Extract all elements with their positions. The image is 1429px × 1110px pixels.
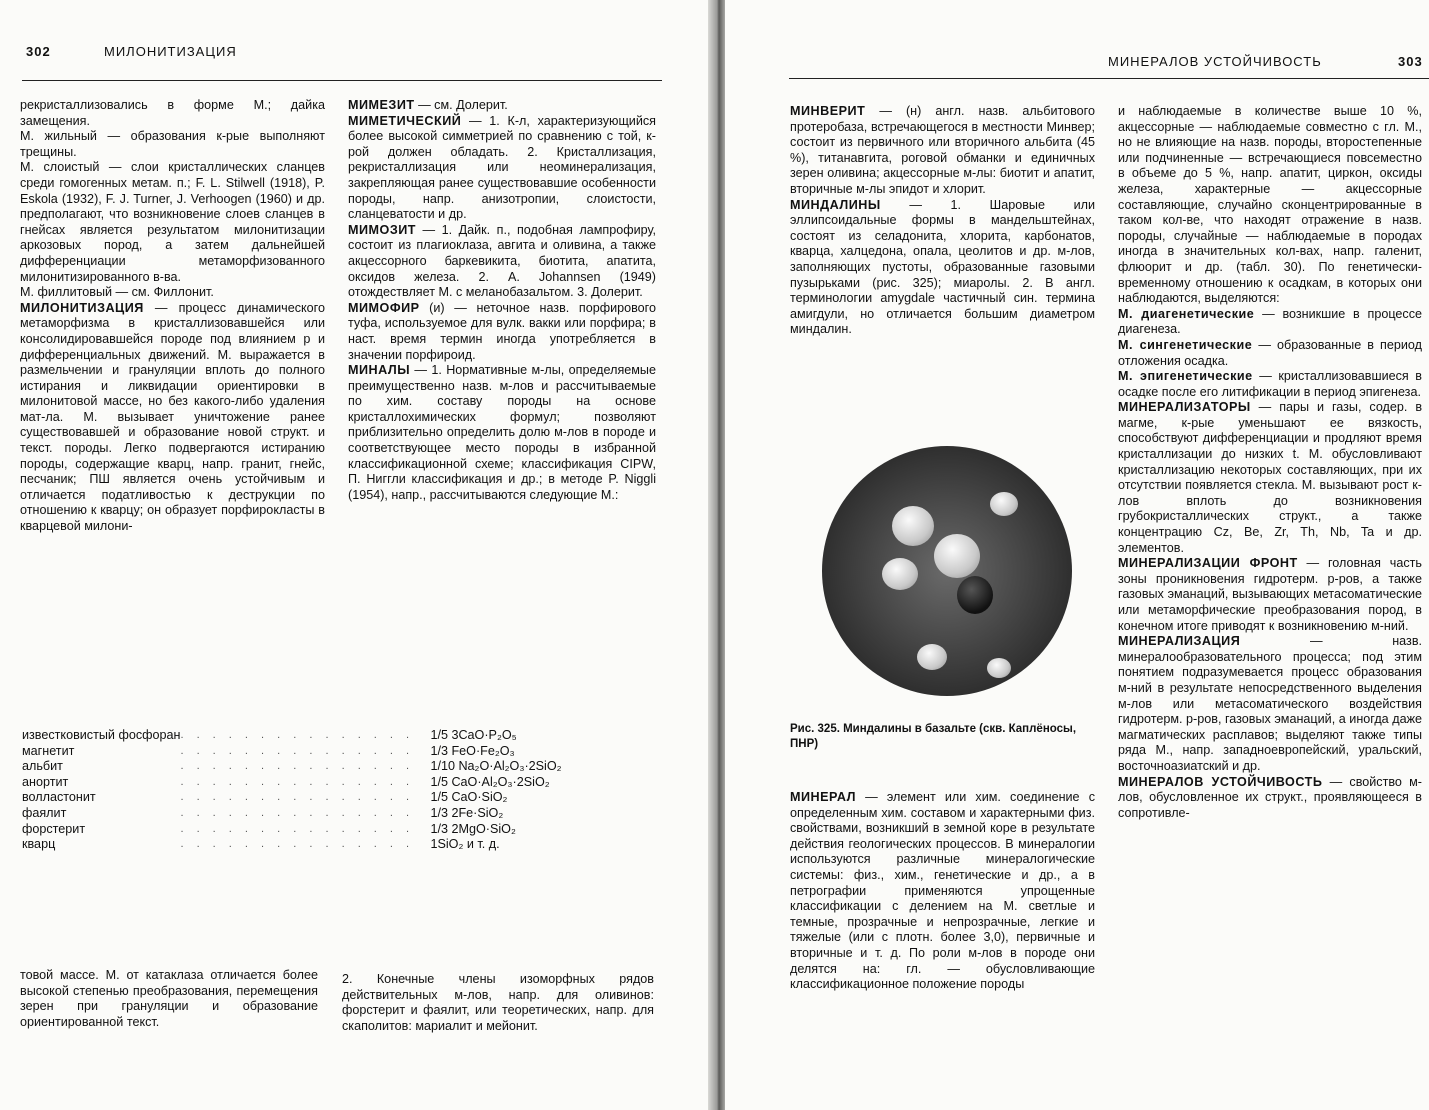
page-number-right: 303 <box>1398 54 1423 69</box>
entry-text: — 1. Нормативные м-лы, определяемые преимущественно назв. м-лов и рассчитываемые по хим. составу породы на основе кристаллохимических формул; позволяют приблизительно определить долю м-лов в породе и соответствующее место породы в избранной классификационной схеме; классификация CIPW, П. Ниггли классификация и др.; в методе P. Niggli (1954), напр., рассчитываются следующие М.: <box>348 363 656 502</box>
right-col1-bottom <box>790 790 1095 993</box>
left-col2 <box>348 98 656 503</box>
entry-term: МИМОЗИТ <box>348 222 416 237</box>
entry-term: МИНЕРАЛ <box>790 790 856 804</box>
minal-name: фаялит <box>22 805 67 820</box>
amygdale <box>934 534 980 578</box>
minal-formula: 1/3 2Fe·SiO₂ <box>430 805 504 820</box>
header-rule-right <box>789 78 1429 79</box>
table-row <box>22 775 562 791</box>
sub-entry <box>1118 369 1422 400</box>
entry-text: — процесс динамического метаморфизма в кристаллизовавшейся или консолидировавшейся породе под влиянием p и дифференциальных движений. М. выражается в размельчении и грануляции вплоть до полного истирания и ликвидации ориентировки в милонитовой массе, но без какого-либо удаления мат-ла. М. вызывает уничтожение ранее существовавшей и образование новой структ. и текст. породы. Легко подвергаются истиранию породы, содержащие кварц, напр. гранит, гнейс, песчаник; ПШ является очень устойчивым и отличается податливостью к деструкции по отношению к кварцу; он образует порфирокласты в кварцевой милони- <box>20 300 325 534</box>
entry-term: М. диагенетические <box>1118 306 1255 321</box>
amygdale <box>957 576 993 614</box>
table-row <box>22 822 562 838</box>
minal-name: анортит <box>22 774 69 789</box>
minal-formula: 1/5 CaO·SiO₂ <box>430 790 508 805</box>
entry <box>348 98 656 114</box>
minal-formula: 1/3 2MgO·SiO₂ <box>430 821 516 836</box>
entry-text: — 1. Шаровые или эллипсоидальные формы в мандельштейнах, состоят из селадонита, хлорита, карбонатов, кварца, халцедона, опала, цеолитов и др. м-лов, заполняющих пустоты, образованные газовыми пузырьками (рис. 325); миаролы. 2. В англ. терминологии amygdale частичный син. термина амигдули, но отличается большим диаметром миндалин. <box>790 197 1096 337</box>
table-row <box>22 728 562 744</box>
entry-mineral <box>790 790 1095 993</box>
entry-text: — назв. минералообразовательного процесса; под этим понятием подразумевается процесс образования м-ний в результате непосредственного выделения м-лов или метасоматического воздействия гидротерм. р-ров, газовых эманаций, а иногда даже магматических расплавов; выделяют также типы ряда М., напр. западноевропейский, уральский, восточноазиатский и др. <box>1118 634 1423 773</box>
entry-text: — см. Долерит. <box>418 98 508 112</box>
entry-term: МИНЕРАЛИЗАЦИИ ФРОНТ <box>1118 556 1298 571</box>
running-head-right: МИНЕРАЛОВ УСТОЙЧИВОСТЬ <box>1108 54 1322 69</box>
leader-dots: . . . . . . . . . . . . . . . <box>180 775 415 788</box>
entry-text: — кристаллизовавшиеся в осадке после его литификации в период эпигенеза. <box>1118 369 1422 399</box>
entry-text: — возникшие в процессе диагенеза. <box>1118 306 1423 337</box>
table-row <box>22 837 562 853</box>
sub-entry <box>1118 338 1422 369</box>
entry-text: (и) — неточное назв. порфирового туфа, используемое для вулк. вакки или порфира; в наст. время термин иногда употребляется в значении порфироид. <box>348 300 657 362</box>
leader-dots: . . . . . . . . . . . . . . . <box>180 806 415 819</box>
minal-formula: 1/5 CaO·Al₂O₃·2SiO₂ <box>430 774 550 789</box>
leader-dots: . . . . . . . . . . . . . . . <box>180 760 415 773</box>
entry <box>348 301 656 363</box>
paragraph: М. жильный — образования к-рые выполняют трещины. <box>20 129 325 159</box>
entry-term: МИНЕРАЛИЗАТОРЫ <box>1118 400 1251 415</box>
entry-text: — свойство м-лов, обусловленное их структ., проявляющееся в сопротивле- <box>1118 774 1423 820</box>
leader-dots: . . . . . . . . . . . . . . . <box>180 838 415 851</box>
paragraph: товой массе. М. от катаклаза отличается более высокой степенью преобразования, перемещения зерен при грануляции и образование ориентированной текст. <box>20 968 318 1029</box>
entry-text: — 1. К-л, характеризующийся более высокой симметрией по сравнению с той, к-рой должен обладать. 2. Кристаллизация, рекристаллизация или неоминерализация, закрепляющая ранее существовавшие особенности породы, напр. анизотропии, слоистости, сланцеватости и др. <box>348 113 656 222</box>
entry <box>348 114 656 223</box>
minal-name: кварц <box>22 837 56 852</box>
amygdale <box>987 658 1011 678</box>
entry-text: — 1. Дайк. п., подобная лампрофиру, состоит из плагиоклаза, авгита и оливина, а также акцессорного баркевикита, биотита, апатита, оксидов железа. 2. A. Johannsen (1949) отождествляет М. с меланобазальтом. 3. Долерит. <box>348 222 657 300</box>
amygdale <box>990 492 1018 516</box>
left-bottom-col2 <box>342 972 654 1034</box>
minal-formula: 1/10 Na₂O·Al₂O₃·2SiO₂ <box>430 759 562 774</box>
amygdale <box>917 644 947 670</box>
leader-dots: . . . . . . . . . . . . . . . <box>180 729 415 741</box>
entry-text: — головная часть зоны проникновения гидротерм. р-ров, а также газовых эманаций, вызывающих метасоматические или метаморфические преобразования пород, в конечном итоге приводят к возникновению м-ний. <box>1118 556 1422 633</box>
entry <box>790 104 1095 198</box>
amygdale <box>892 506 934 546</box>
entry-text: — элемент или хим. соединение с определенным хим. составом и характерными физ. свойствами, возникший в земной коре в результате действия геологических процессов. В минералогии используются различные минералогические системы: физ., хим., генетические и др., а в петрографии применяются упрощенные классификации с делением на М. светлые и темные, прозрачные и непрозрачные, легкие и тяжелые (или с плотн. более 3,0), первичные и вторичные и т. д. По роли м-лов в породе они делятся на: гл. — обусловливающие классификационное положение породы <box>790 790 1096 992</box>
amygdale <box>882 558 918 590</box>
minal-name: альбит <box>22 759 63 774</box>
leader-dots: . . . . . . . . . . . . . . . <box>180 822 415 835</box>
entry <box>1118 775 1422 822</box>
leader-dots: . . . . . . . . . . . . . . . <box>180 744 415 757</box>
minal-name: форстерит <box>22 821 86 836</box>
minal-table <box>22 728 562 853</box>
entry-text: — пары и газы, содер. в магме, к-рые уменьшают ее вязкость, способствуют дифференциации и продляют время кристаллизации до низких t. М. обусловливают кристаллизацию некоторых составляющих, при их отсутствии появляется стекла. М. вызывают рост к-лов вплоть до возникновения грубокристаллических структ., а также концентрацию Cz, Be, Zr, Th, Nb, Ta и др. элементов. <box>1118 400 1423 555</box>
table-row <box>22 744 562 760</box>
amygdale-photo <box>822 446 1072 696</box>
entry-term: МИМЕТИЧЕСКИЙ <box>348 113 462 128</box>
entry-text: — образованные в период отложения осадка. <box>1118 337 1422 368</box>
minal-formula: 1/3 FeO·Fe₂O₃ <box>430 743 515 758</box>
table-row <box>22 759 562 775</box>
right-col1-top <box>790 104 1095 338</box>
sub-entry <box>1118 307 1422 338</box>
entry <box>790 198 1095 338</box>
paragraph: М. слоистый — слои кристаллических сланцев среди гомогенных метам. п.; F. L. Stilwell (1918), P. Eskola (1932), F. J. Turner, J. Verhoogen (1960) и др. предполагают, что возникновение слоев сланцев в гнейсах является результатом милонитизации аркозовых пород, а затем дальнейшей дифференциации метаморфизованного милонитизированного в-ва. <box>20 160 325 284</box>
entry <box>348 363 656 503</box>
header-rule-left <box>22 80 662 81</box>
left-page <box>0 0 710 1110</box>
entry-term: МИМЕЗИТ <box>348 98 415 112</box>
entry-text: — (н) англ. назв. альбитового протеробаза, встречающегося в местности Минвер; состоит из первичного или вторичного альбита (45 %), титанавгита, роговой обманки и единичных зерен оливина; акцессорные м-лы: биотит и апатит, вторичные м-лы эпидот и хлорит. <box>790 104 1095 196</box>
entry-term: М. эпигенетические <box>1118 369 1253 384</box>
paragraph: и наблюдаемые в количестве выше 10 %, акцессорные — наблюдаемые совместно с гл. М., но не влияющие на назв. породы, второстепенные или подчиненные — встречающиеся повсеместно в объеме до 5 %, напр. апатит, циркон, оксиды железа, характерные — акцессорные составляющие, случайно сконцентрированные в таком кол-ве, что находят отражение в назв. породы, случайные — наблюдаемые в породах иногда в значительных кол-вах, напр. галенит, флюорит и др. (табл. 30). По генетически-временному отношению к осадкам, в которых они наблюдаются, выделяются: <box>1118 104 1422 306</box>
entry-term: МИНАЛЫ <box>348 363 411 378</box>
table-row <box>22 806 562 822</box>
running-head-left: МИЛОНИТИЗАЦИЯ <box>104 44 237 59</box>
entry <box>1118 634 1422 774</box>
entry-term: МИЛОНИТИЗАЦИЯ <box>20 300 144 315</box>
minal-formula: 1/5 3CaO·P₂O₅ <box>430 728 517 742</box>
entry-term: М. сингенетические <box>1118 337 1253 352</box>
page-number-left: 302 <box>26 44 51 59</box>
entry-term: МИНДАЛИНЫ <box>790 197 881 212</box>
entry <box>1118 400 1422 556</box>
entry-term: МИНЕРАЛИЗАЦИЯ <box>1118 634 1241 649</box>
minal-name: волластонит <box>22 790 96 805</box>
entry-term: МИМОФИР <box>348 300 420 315</box>
left-bottom-col1 <box>20 968 318 1030</box>
entry-milonitizacia <box>20 301 325 535</box>
entry <box>1118 556 1422 634</box>
left-col1 <box>20 98 325 535</box>
paragraph: рекристаллизовались в форме М.; дайка замещения. <box>20 98 325 128</box>
right-col2 <box>1118 104 1422 821</box>
table-row <box>22 790 562 806</box>
minal-name: магнетит <box>22 743 75 758</box>
minal-formula: 1SiO₂ и т. д. <box>430 837 500 852</box>
entry-term: МИНВЕРИТ <box>790 104 866 118</box>
leader-dots: . . . . . . . . . . . . . . . <box>180 791 415 804</box>
entry <box>348 223 656 301</box>
paragraph: М. филлитовый — см. Филлонит. <box>20 285 214 300</box>
entry-term: МИНЕРАЛОВ УСТОЙЧИВОСТЬ <box>1118 774 1323 789</box>
minal-name: известковистый фосфоран <box>22 728 181 742</box>
figure-caption: Рис. 325. Миндалины в базальте (скв. Каплёносы, ПНР) <box>790 723 1077 750</box>
paragraph: 2. Конечные члены изоморфных рядов действительных м-лов, напр. для оливинов: форстерит и фаялит, или теоретических, напр. для скаполитов: мариалит и мейонит. <box>342 972 654 1033</box>
